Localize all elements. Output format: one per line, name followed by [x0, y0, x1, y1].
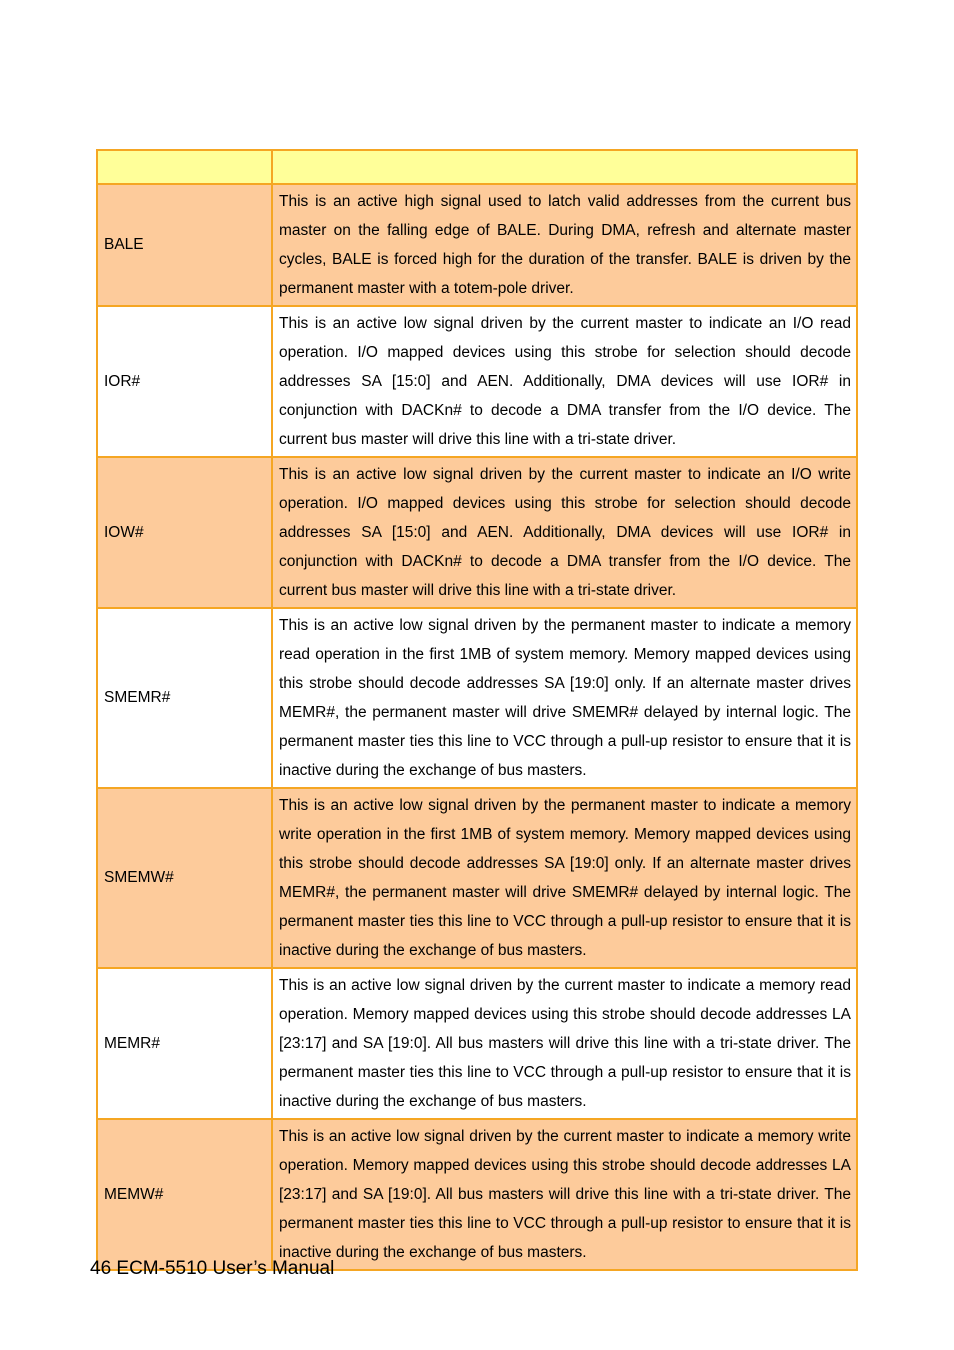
signal-description-cell: This is an active low signal driven by the permanent master to indicate a memory read operation in the first 1MB of system memory. Memory mapped devices using this strobe should decode addresses SA [19:0] only. If an alternate master drives MEMR#, the permanent master will drive SMEMR# delayed by internal logic. The permanent master ties this line to VCC through a pull-up resistor to ensure that it is inactive during the exchange of bus masters. — [272, 608, 857, 788]
signal-name-cell: MEMR# — [97, 968, 272, 1119]
signal-description-table — [96, 149, 858, 1271]
table-row — [97, 184, 857, 306]
signal-name-cell: IOW# — [97, 457, 272, 608]
signal-name-cell: BALE — [97, 184, 272, 306]
signal-name-cell: IOR# — [97, 306, 272, 457]
signal-description-cell: This is an active low signal driven by the current master to indicate a memory write operation. Memory mapped devices using this strobe should decode addresses LA [23:17] and SA [19:0]. All bus masters will drive this line with a tri-state driver. The permanent master ties this line to VCC through a pull-up resistor to ensure that it is inactive during the exchange of bus masters. — [272, 1119, 857, 1270]
table-row — [97, 1119, 857, 1270]
table-row — [97, 788, 857, 968]
page-footer: 46 ECM-5510 User’s Manual — [90, 1258, 335, 1279]
header-cell-signal — [97, 150, 272, 184]
signal-description-cell: This is an active low signal driven by the current master to indicate a memory read operation. Memory mapped devices using this strobe should decode addresses LA [23:17] and SA [19:0]. All bus masters will drive this line with a tri-state driver. The permanent master ties this line to VCC through a pull-up resistor to ensure that it is inactive during the exchange of bus masters. — [272, 968, 857, 1119]
signal-name-cell: SMEMR# — [97, 608, 272, 788]
table-row — [97, 968, 857, 1119]
signal-name-cell: MEMW# — [97, 1119, 272, 1270]
signal-description-cell: This is an active low signal driven by the current master to indicate an I/O write operation. I/O mapped devices using this strobe for selection should decode addresses SA [15:0] and AEN. Additionally, DMA devices will use IOR# in conjunction with DACKn# to decode a DMA transfer from the I/O device. The current bus master will drive this line with a tri-state driver. — [272, 457, 857, 608]
signal-name-cell: SMEMW# — [97, 788, 272, 968]
signal-description-cell: This is an active high signal used to latch valid addresses from the current bus master on the falling edge of BALE. During DMA, refresh and alternate master cycles, BALE is forced high for the duration of the transfer. BALE is driven by the permanent master with a totem-pole driver. — [272, 184, 857, 306]
table-row — [97, 306, 857, 457]
signal-description-cell: This is an active low signal driven by the current master to indicate an I/O read operation. I/O mapped devices using this strobe for selection should decode addresses SA [15:0] and AEN. Additionally, DMA devices will use IOR# in conjunction with DACKn# to decode a DMA transfer from the I/O device. The current bus master will drive this line with a tri-state driver. — [272, 306, 857, 457]
table-header-row — [97, 150, 857, 184]
signal-description-cell: This is an active low signal driven by the permanent master to indicate a memory write operation in the first 1MB of system memory. Memory mapped devices using this strobe should decode addresses SA [19:0] only. If an alternate master drives MEMR#, the permanent master will drive SMEMR# delayed by internal logic. The permanent master ties this line to VCC through a pull-up resistor to ensure that it is inactive during the exchange of bus masters. — [272, 788, 857, 968]
header-cell-description — [272, 150, 857, 184]
table-row — [97, 457, 857, 608]
table-row — [97, 608, 857, 788]
